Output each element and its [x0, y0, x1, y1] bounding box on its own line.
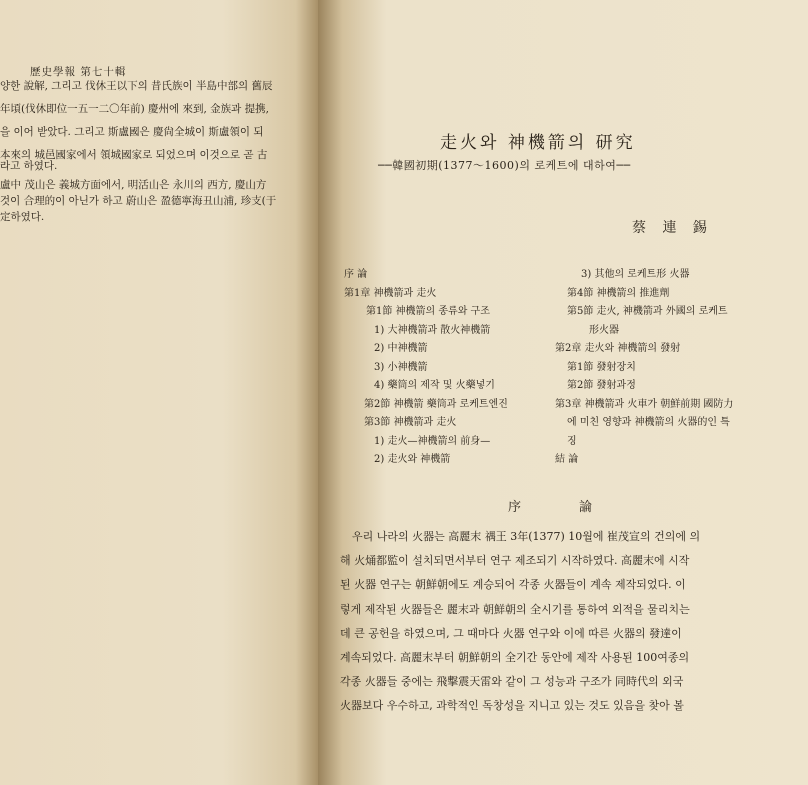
toc-entry: 3) 其他의 로케트形 火器: [581, 269, 690, 280]
toc-entry: 第2節 神機箭 藥筒과 로케트엔진: [364, 398, 508, 410]
toc-entry: 第5節 走火, 神機箭과 外國의 로케트: [567, 306, 728, 317]
left-page-line: 라고 하였다.: [0, 160, 58, 172]
left-page-line: 양한 說解, 그리고 伐休王以下의 昔氏族이 半島中部의 舊辰: [0, 80, 273, 92]
paragraph-line: 데 큰 공헌을 하였으며, 그 때마다 火器 연구와 이에 따른 火器의 發達이: [340, 626, 682, 640]
toc-right-column: [555, 266, 733, 470]
article-title: 走火와 神機箭의 研究: [440, 133, 636, 153]
paragraph-line: 렇게 제작된 火器들은 麗末과 朝鮮朝의 全시기를 통하여 외적을 물리치는: [340, 602, 690, 616]
toc-entry: 3) 小神機箭: [374, 361, 428, 373]
left-page-line: 年頃(伐休即位一五一二〇年前) 慶州에 來到, 金族과 提携,: [0, 103, 270, 115]
paragraph-line: 해 火㷁都監이 설치되면서부터 연구 제조되기 시작하였다. 高麗末에 시작: [340, 554, 690, 568]
toc-entry: 第3章 神機箭과 火車가 朝鮮前期 國防力: [555, 398, 734, 410]
section-heading: [508, 496, 594, 515]
left-page-line: 盧中 茂山은 義城方面에서, 明活山은 永川의 西方, 慶山方: [0, 179, 267, 191]
paragraph-line: 각종 火器들 중에는 飛擊震天雷와 같이 그 성능과 구조가 同時代의 외국: [340, 675, 684, 689]
toc-entry: 序 論: [344, 269, 368, 280]
article-subtitle: ──韓國初期(1377～1600)의 로케트에 대하여──: [378, 159, 631, 172]
left-page-line: 것이 合理的이 아닌가 하고 蔚山은 盈德寧海丑山浦, 珍支(于: [0, 195, 277, 207]
toc-entry: 第3節 神機箭과 走火: [364, 417, 457, 428]
section-heading-part: 序: [508, 500, 524, 515]
left-page-line: 을 이어 받았다. 그리고 斯盧國은 慶尙全城이 斯盧領이 되: [0, 126, 264, 138]
paragraph-line: 계속되었다. 高麗末부터 朝鮮朝의 全기간 동안에 제작 사용된 100여종의: [340, 650, 690, 664]
running-head: 歷史學報 第七十輯: [30, 66, 127, 78]
body-paragraph: [340, 525, 768, 719]
toc-entry: 第1節 神機箭의 종류와 구조: [366, 306, 490, 317]
toc-entry: 2) 走火와 神機箭: [374, 454, 451, 465]
toc-left-column: [344, 266, 508, 470]
toc-entry: 4) 藥筒의 제작 및 火藥넣기: [374, 380, 495, 391]
toc-entry: 2) 中神機箭: [374, 343, 428, 354]
paragraph-line: 우리 나라의 火器는 高麗末 禑王 3年(1377) 10월에 崔茂宣의 건의에 의: [352, 530, 701, 543]
left-page-line: 定하였다.: [0, 211, 45, 223]
toc-entry: 第1章 神機箭과 走火: [344, 287, 437, 299]
toc-entry: 第4節 神機箭의 推進劑: [567, 287, 670, 299]
toc-entry: 形火器: [589, 324, 619, 336]
section-heading-part: 論: [579, 500, 595, 515]
left-page-line: 本來의 城邑國家에서 領城國家로 되었으며 이것으로 곧 古: [0, 149, 268, 161]
toc-entry: 1) 大神機箭과 散火神機箭: [374, 324, 491, 336]
toc-entry: 징: [567, 435, 577, 447]
toc-entry: 第2章 走火와 神機箭의 發射: [555, 343, 681, 354]
toc-entry: 結 論: [555, 454, 579, 465]
toc-entry: 第1節 發射장치: [567, 361, 636, 373]
toc-entry: 1) 走火—神機箭의 前身—: [374, 435, 491, 447]
paragraph-line: 火器보다 우수하고, 과학적인 독창성을 지니고 있는 것도 있음을 찾아 볼: [340, 699, 684, 713]
author-name: 蔡 連 錫: [632, 220, 713, 236]
toc-entry: 에 미친 영향과 神機箭의 火器的인 특: [567, 417, 730, 428]
toc-entry: 第2節 發射과정: [567, 380, 636, 391]
paragraph-line: 된 火器 연구는 朝鮮朝에도 계승되어 각종 火器들이 계속 제작되었다. 이: [340, 578, 686, 592]
